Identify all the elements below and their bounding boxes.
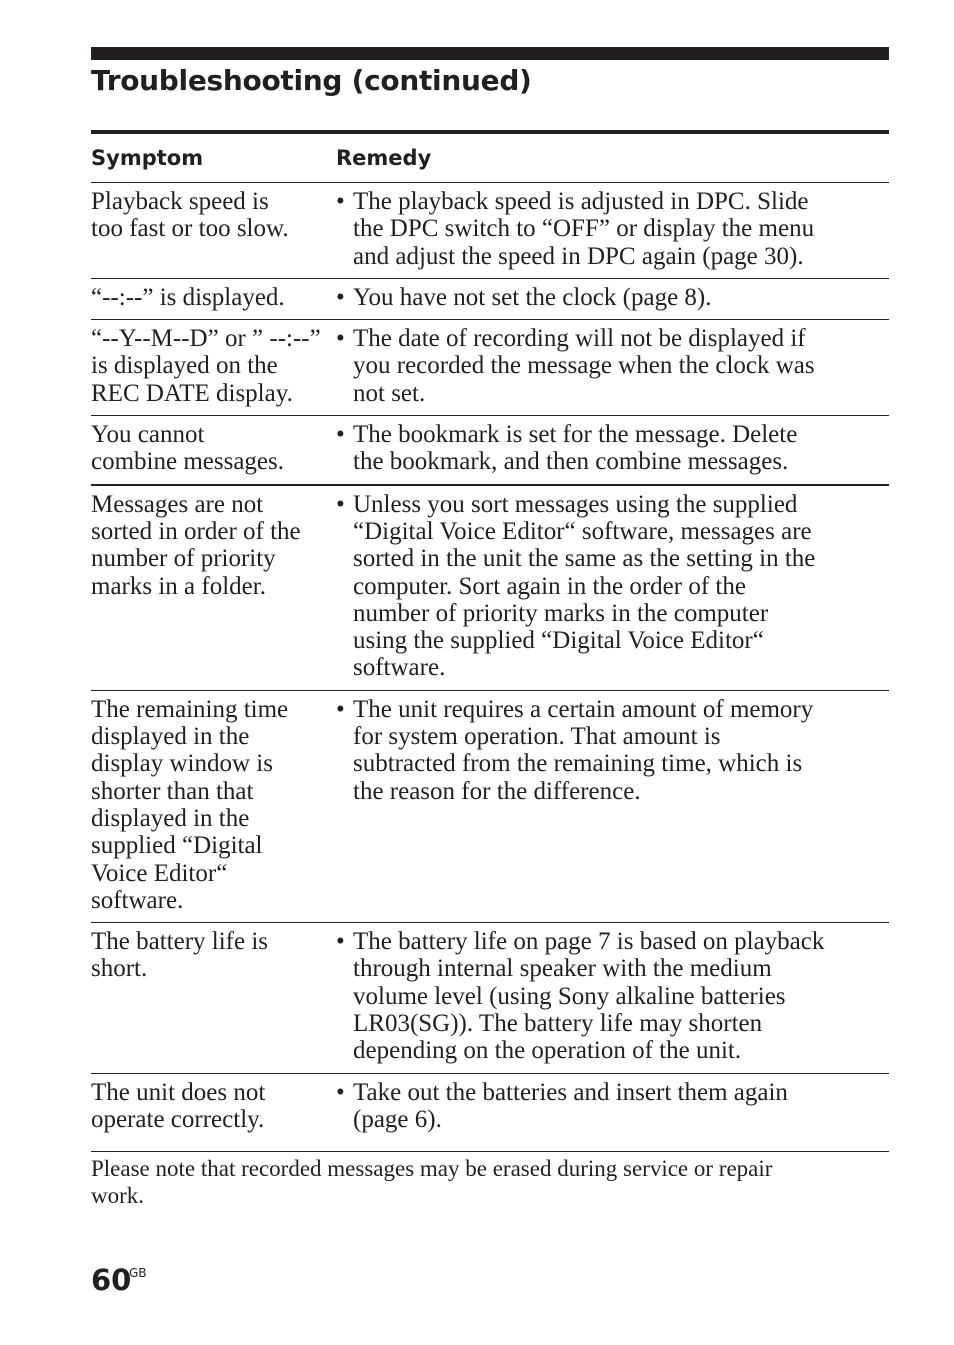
table-row (91, 320, 889, 416)
remedy-text: The date of recording will not be displayed if you recorded the message when the clock was not set. (353, 325, 815, 407)
symptom-cell: You cannot combine messages. (91, 421, 285, 476)
bullet-icon: • (336, 421, 345, 449)
table-row (91, 1074, 889, 1153)
bullet-icon: • (336, 188, 345, 215)
symptom-cell: Playback speed is too fast or too slow. (91, 188, 289, 243)
table-row (91, 183, 889, 279)
bullet-icon: • (336, 1078, 345, 1106)
bullet-icon: • (336, 325, 345, 353)
bullet-icon: • (336, 283, 345, 311)
page-title: Troubleshooting (continued) (91, 64, 532, 97)
remedy-text: Unless you sort messages using the supplied “Digital Voice Editor“ software, messages are sorted in the unit the same as the setting in the computer. Sort again in the order of the number of priority marks in the computer using the supplied “Digital Voice Editor“ software. (353, 490, 816, 682)
symptom-cell: The remaining time displayed in the display window is shorter than that displayed in the supplied “Digital Voice Editor“ software. (91, 695, 289, 914)
remedy-text: Take out the batteries and insert them again (page 6). (353, 1078, 788, 1133)
symptom-cell: Messages are not sorted in order of the number of priority marks in a folder. (91, 490, 301, 600)
remedy-cell (336, 188, 889, 270)
remedy-text: The unit requires a certain amount of memory for system operation. That amount is subtracted from the remaining time, which is the reason for the difference. (353, 695, 814, 805)
table-row (91, 486, 889, 691)
symptom-header: Symptom (91, 146, 204, 170)
bullet-icon: • (336, 490, 345, 518)
page-region-code: GB (129, 1266, 147, 1280)
symptom-cell: The unit does not operate correctly. (91, 1078, 266, 1133)
symptom-cell: “--Y--M--D” or ” --:--” is displayed on the REC DATE display. (91, 325, 321, 407)
page-number: 60 (91, 1263, 132, 1297)
remedy-header: Remedy (336, 146, 432, 170)
remedy-cell (336, 696, 889, 914)
table-row (91, 279, 889, 320)
remedy-text: The playback speed is adjusted in DPC. Slide the DPC switch to “OFF” or display the menu and adjust the speed in DPC again (page 30). (353, 188, 815, 270)
table-row (91, 416, 889, 486)
title-rule (91, 47, 889, 60)
remedy-text: The bookmark is set for the message. Delete the bookmark, and then combine messages. (353, 421, 798, 476)
remedy-cell (336, 325, 889, 407)
table-row (91, 923, 889, 1073)
troubleshooting-table (91, 130, 889, 1152)
remedy-cell (336, 491, 889, 682)
bullet-icon: • (336, 695, 345, 723)
remedy-text: You have not set the clock (page 8). (353, 283, 712, 311)
symptom-cell: “--:--” is displayed. (91, 283, 285, 311)
service-note: Please note that recorded messages may be erased during service or repair work. (91, 1156, 773, 1208)
remedy-cell (336, 421, 889, 476)
remedy-cell (336, 284, 889, 311)
symptom-cell: The battery life is short. (91, 928, 269, 983)
bullet-icon: • (336, 928, 345, 956)
remedy-cell (336, 928, 889, 1064)
table-row (91, 691, 889, 923)
remedy-cell (336, 1079, 889, 1134)
table-header (91, 134, 889, 183)
remedy-text: The battery life on page 7 is based on playback through internal speaker with the medium volume level (using Sony alkaline batteries LR03(SG)). The battery life may shorten depending on the operation of the unit. (353, 928, 825, 1065)
